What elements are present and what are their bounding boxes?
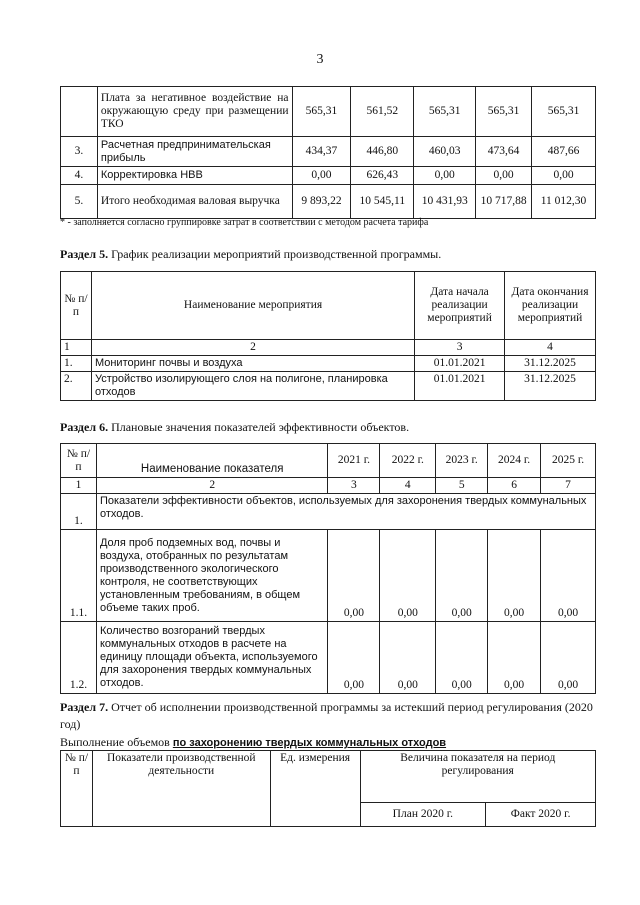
- cell-value: 0,00: [328, 530, 380, 622]
- header-year: 2025 г.: [541, 444, 596, 478]
- header-num: № п/п: [61, 444, 97, 478]
- row-number: 1.2.: [61, 622, 97, 694]
- row-number: 1.: [61, 356, 92, 372]
- index-cell: 2: [91, 340, 414, 356]
- report-table: [60, 750, 596, 827]
- index-cell: 4: [380, 478, 436, 494]
- table-row: [61, 137, 596, 167]
- section-6-heading: [60, 420, 409, 435]
- table-row: [61, 185, 596, 219]
- subtitle-underlined: по захоронению твердых коммунальных отходов: [172, 737, 447, 749]
- cell-value: 460,03: [414, 137, 476, 167]
- row-name: Расчетная предпринимательская прибыль: [97, 137, 292, 167]
- row-start: 01.01.2021: [415, 356, 505, 372]
- cell-value: 0,00: [541, 530, 596, 622]
- section-title: Отчет об исполнении производственной программы за истекший период регулирования (2020: [111, 700, 593, 714]
- index-cell: 6: [488, 478, 541, 494]
- section-label: Раздел 5.: [60, 247, 109, 261]
- header-num: № п/п: [61, 751, 93, 827]
- row-start: 01.01.2021: [415, 372, 505, 401]
- cell-value: 487,66: [532, 137, 596, 167]
- cell-value: 0,00: [292, 167, 351, 185]
- row-end: 31.12.2025: [505, 356, 596, 372]
- cell-value: 0,00: [436, 530, 488, 622]
- header-year: 2022 г.: [380, 444, 436, 478]
- index-cell: 3: [415, 340, 505, 356]
- cell-value: 10 717,88: [476, 185, 532, 219]
- cell-value: 473,64: [476, 137, 532, 167]
- section-5-heading: [60, 247, 441, 262]
- row-number: 4.: [61, 167, 98, 185]
- row-name: Плата за негативное воздействие на окружающую среду при размещении ТКО: [97, 87, 292, 137]
- row-name: Устройство изолирующего слоя на полигоне, планировка отходов: [91, 372, 414, 401]
- cell-value: 11 012,30: [532, 185, 596, 219]
- cell-value: 434,37: [292, 137, 351, 167]
- section-label: Раздел 7.: [60, 700, 109, 714]
- cost-table: [60, 86, 596, 219]
- header-start: Дата начала реализации мероприятий: [415, 272, 505, 340]
- index-cell: 5: [436, 478, 488, 494]
- row-name: Доля проб подземных вод, почвы и воздуха, отобранных по результатам производственного экологического контроля, не соответствующих установленным требованиям, в общем объеме таких проб.: [96, 530, 328, 622]
- cell-value: 446,80: [351, 137, 414, 167]
- cell-value: 0,00: [476, 167, 532, 185]
- row-number: 2.: [61, 372, 92, 401]
- cell-value: 0,00: [541, 622, 596, 694]
- table-row: [61, 167, 596, 185]
- cell-value: 0,00: [488, 622, 541, 694]
- header-year: 2021 г.: [328, 444, 380, 478]
- index-cell: 3: [328, 478, 380, 494]
- section-title: Плановые значения показателей эффективности объектов.: [111, 420, 410, 434]
- header-end: Дата окончания реализации мероприятий: [505, 272, 596, 340]
- index-cell: 1: [61, 340, 92, 356]
- header-fact: Факт 2020 г.: [486, 803, 596, 827]
- table-footnote: * - заполняется согласно группировке затрат в соответствии с методом расчета тарифа: [60, 217, 429, 228]
- table-row: [61, 372, 596, 401]
- header-name: Наименование показателя: [96, 444, 328, 478]
- cell-value: 0,00: [532, 167, 596, 185]
- table-row: [61, 530, 596, 622]
- index-cell: 4: [505, 340, 596, 356]
- header-value: Величина показателя на период регулирования: [360, 751, 595, 803]
- header-num: № п/п: [61, 272, 92, 340]
- subtitle-plain: Выполнение объемов: [60, 735, 173, 749]
- header-year: 2024 г.: [488, 444, 541, 478]
- page-number: 3: [316, 52, 324, 67]
- index-cell: 2: [96, 478, 328, 494]
- header-plan: План 2020 г.: [360, 803, 486, 827]
- cell-value: 9 893,22: [292, 185, 351, 219]
- section-7-subtitle: [60, 735, 446, 750]
- section-7-heading: [60, 700, 593, 715]
- row-number: 1.1.: [61, 530, 97, 622]
- row-name: Итого необходимая валовая выручка: [97, 185, 292, 219]
- cell-value: 565,31: [292, 87, 351, 137]
- table-row: [61, 622, 596, 694]
- cell-value: 0,00: [328, 622, 380, 694]
- cell-value: 10 545,11: [351, 185, 414, 219]
- cell-value: 10 431,93: [414, 185, 476, 219]
- section-7-heading-cont: год): [60, 717, 81, 731]
- row-number: 5.: [61, 185, 98, 219]
- table-row: [61, 87, 596, 137]
- schedule-table: [60, 271, 596, 401]
- cell-value: 0,00: [436, 622, 488, 694]
- row-number: 3.: [61, 137, 98, 167]
- row-name: Мониторинг почвы и воздуха: [91, 356, 414, 372]
- cell-value: 565,31: [476, 87, 532, 137]
- row-number: 1.: [61, 494, 97, 530]
- cell-value: 626,43: [351, 167, 414, 185]
- cell-value: 0,00: [380, 530, 436, 622]
- cell-value: 0,00: [414, 167, 476, 185]
- row-name: Количество возгораний твердых коммунальных отходов в расчете на единицу площади объекта, используемого для захоронения твердых коммунальных отходов.: [96, 622, 328, 694]
- indicators-table: [60, 443, 596, 694]
- cell-value: 561,52: [351, 87, 414, 137]
- table-row: [61, 356, 596, 372]
- cell-value: 565,31: [532, 87, 596, 137]
- cell-value: 565,31: [414, 87, 476, 137]
- index-cell: 7: [541, 478, 596, 494]
- table-row: [61, 494, 596, 530]
- row-name: Корректировка НВВ: [97, 167, 292, 185]
- index-cell: 1: [61, 478, 97, 494]
- header-name: Наименование мероприятия: [91, 272, 414, 340]
- header-unit: Ед. измерения: [270, 751, 360, 827]
- cell-value: 0,00: [380, 622, 436, 694]
- row-end: 31.12.2025: [505, 372, 596, 401]
- section-title: График реализации мероприятий производственной программы.: [111, 247, 442, 261]
- group-name: Показатели эффективности объектов, используемых для захоронения твердых коммунальных отходов.: [96, 494, 595, 530]
- header-year: 2023 г.: [436, 444, 488, 478]
- cell-value: 0,00: [488, 530, 541, 622]
- row-number: [61, 87, 98, 137]
- header-activity: Показатели производственной деятельности: [92, 751, 270, 827]
- section-label: Раздел 6.: [60, 420, 109, 434]
